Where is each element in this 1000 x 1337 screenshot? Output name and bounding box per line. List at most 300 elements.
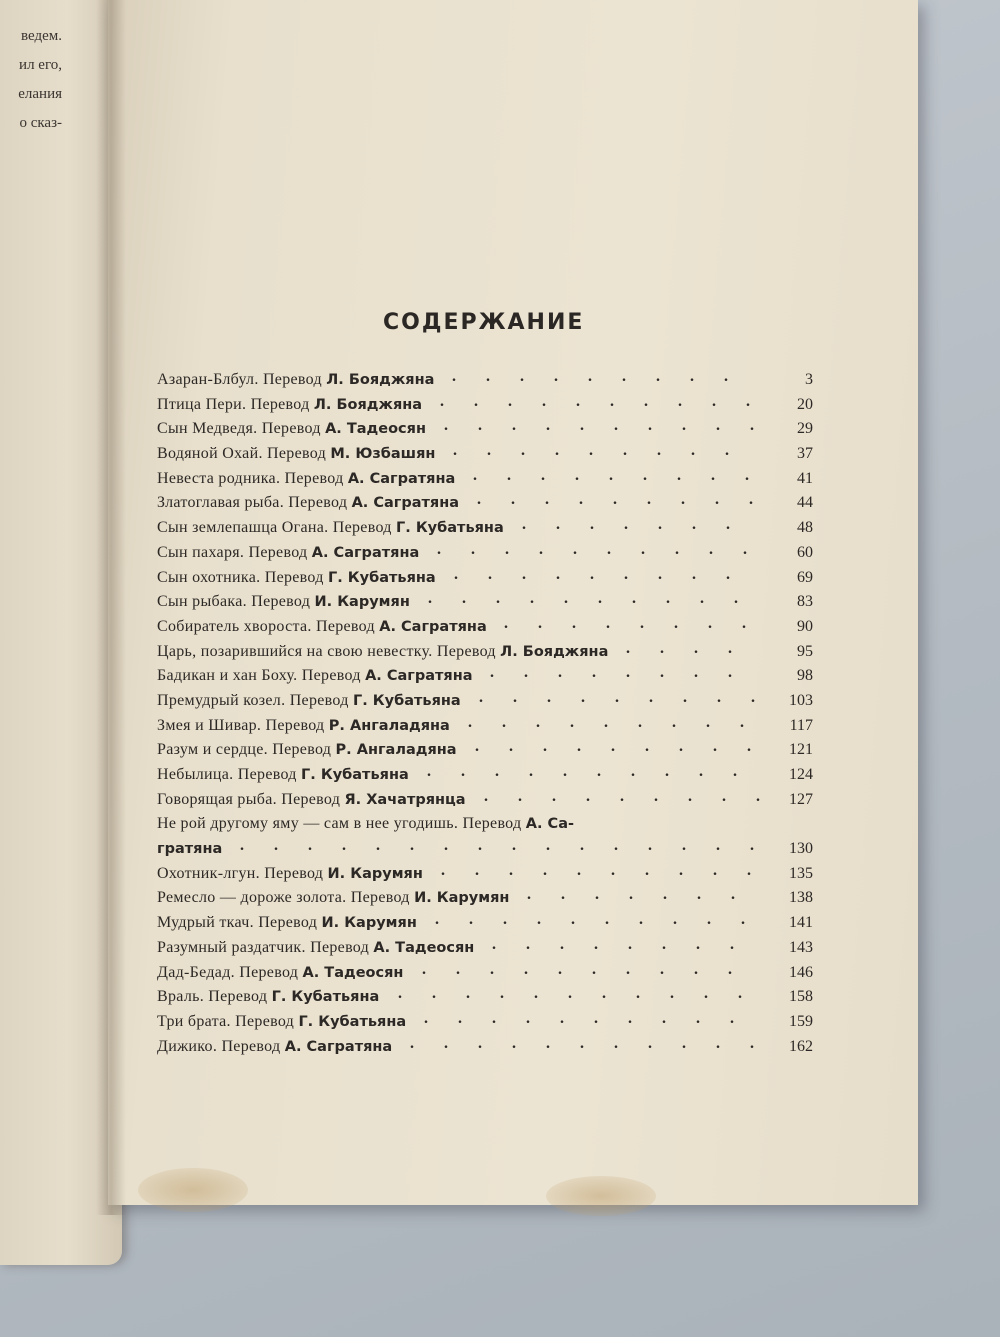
leader-dot: . bbox=[607, 540, 611, 558]
paper-stain bbox=[138, 1168, 248, 1212]
leader-dot: . bbox=[658, 516, 662, 534]
toc-entry-translator: А. Сагратяна bbox=[379, 618, 487, 635]
toc-entry bbox=[157, 516, 821, 541]
leader-dot: . bbox=[675, 540, 679, 558]
leader-dot: . bbox=[490, 664, 494, 682]
leader-dot: . bbox=[454, 565, 458, 583]
leader-dot: . bbox=[509, 861, 513, 879]
toc-entry-page-number: 159 bbox=[789, 1012, 813, 1030]
leader-dot: . bbox=[541, 466, 545, 484]
leader-dot: . bbox=[486, 368, 490, 385]
toc-entry-translator: А. Сагратяна bbox=[347, 470, 456, 487]
leader-dot: . bbox=[526, 1009, 530, 1027]
toc-entry-translator: М. Юзбашян bbox=[330, 446, 436, 463]
toc-entry-page-number: 138 bbox=[789, 889, 813, 907]
leader-dot: . bbox=[663, 886, 667, 904]
leader-dot: . bbox=[594, 1009, 598, 1027]
leader-dot: . bbox=[577, 738, 581, 756]
leader-dot: . bbox=[576, 392, 580, 410]
toc-entry-page-number: 127 bbox=[789, 790, 813, 808]
leader-dot: . bbox=[610, 392, 614, 410]
leader-dot: . bbox=[704, 985, 708, 1003]
leader-dot: . bbox=[537, 911, 541, 929]
leader-dot: . bbox=[410, 837, 414, 855]
toc-entry bbox=[157, 961, 821, 986]
leader-dot: . bbox=[716, 837, 720, 855]
leader-dot: . bbox=[503, 911, 507, 929]
leader-dot: . bbox=[444, 417, 448, 435]
leader-dot: . bbox=[678, 392, 682, 410]
toc-entry-title: Говорящая рыба. Перевод bbox=[157, 790, 345, 808]
toc-entry-page-number: 37 bbox=[797, 445, 813, 463]
toc-entry-page-number: 135 bbox=[789, 864, 813, 882]
leader-dot: . bbox=[707, 911, 711, 929]
leader-dot: . bbox=[681, 491, 685, 509]
leader-dot: . bbox=[639, 911, 643, 929]
leader-dot: . bbox=[546, 1034, 550, 1052]
toc-entry-title: Водяной Охай. Перевод bbox=[157, 445, 331, 463]
leader-dot: . bbox=[474, 392, 478, 410]
page-title: СОДЕРЖАНИЕ bbox=[383, 310, 585, 335]
toc-entry-page-number: 103 bbox=[789, 691, 813, 709]
toc-entry-page-number: 117 bbox=[789, 716, 813, 734]
toc-entry-translator: Г. Кубатьяна bbox=[396, 520, 504, 537]
toc-entry-title: Разумный раздатчик. Перевод bbox=[157, 938, 374, 956]
toc-entry bbox=[157, 640, 821, 665]
leader-dot: . bbox=[679, 738, 683, 756]
leader-dot: . bbox=[708, 614, 712, 632]
toc-entry bbox=[157, 738, 821, 763]
leader-dot: . bbox=[508, 392, 512, 410]
leader-dot: . bbox=[604, 713, 608, 731]
leader-dot: . bbox=[440, 392, 444, 410]
leader-dot: . bbox=[756, 787, 760, 805]
leader-dot: . bbox=[628, 1009, 632, 1027]
leader-dot: . bbox=[751, 688, 755, 706]
toc-entry-title: Азаран-Блбул. Перевод bbox=[157, 371, 327, 388]
leader-dot: . bbox=[636, 985, 640, 1003]
toc-entry bbox=[157, 714, 821, 739]
leader-dot: . bbox=[692, 516, 696, 534]
toc-entry-page-number: 141 bbox=[789, 914, 813, 932]
leader-dot: . bbox=[611, 738, 615, 756]
leader-dot: . bbox=[554, 368, 558, 385]
leader-dot: . bbox=[712, 392, 716, 410]
toc-entry-title: Сын Медведя. Перевод bbox=[157, 420, 326, 438]
toc-entry-title: Дад-Бедад. Перевод bbox=[157, 963, 303, 981]
leader-dot: . bbox=[726, 565, 730, 583]
leader-dot: . bbox=[518, 787, 522, 805]
leader-dot: . bbox=[500, 985, 504, 1003]
leader-dot: . bbox=[555, 442, 559, 460]
leader-dot: . bbox=[521, 442, 525, 460]
leader-dot: . bbox=[620, 787, 624, 805]
leader-dot: . bbox=[648, 837, 652, 855]
leader-dot: . bbox=[626, 960, 630, 978]
toc-entry-translator: Г. Кубатьяна bbox=[301, 767, 409, 783]
leader-dot: . bbox=[605, 911, 609, 929]
leader-dot: . bbox=[579, 491, 583, 509]
leader-dot: . bbox=[709, 540, 713, 558]
leader-dot: . bbox=[546, 417, 550, 435]
leader-dot: . bbox=[611, 861, 615, 879]
leader-dot: . bbox=[644, 392, 648, 410]
toc-entry-page-number: 29 bbox=[797, 420, 813, 438]
leader-dot: . bbox=[614, 837, 618, 855]
toc-entry bbox=[157, 886, 821, 911]
toc-entry-page-number: 44 bbox=[797, 494, 813, 512]
toc-entry bbox=[157, 566, 821, 591]
leader-dot: . bbox=[597, 763, 601, 780]
toc-entry-title: Враль. Перевод bbox=[157, 988, 272, 1006]
leader-dot: . bbox=[734, 590, 738, 608]
leader-dot: . bbox=[688, 787, 692, 805]
leader-dot: . bbox=[538, 614, 542, 632]
leader-dot: . bbox=[613, 491, 617, 509]
toc-entry-translator: Г. Кубатьяна bbox=[328, 569, 436, 586]
leader-dot: . bbox=[658, 565, 662, 583]
leader-dot: . bbox=[641, 540, 645, 558]
leader-dot: . bbox=[342, 837, 346, 855]
toc-entry-page-number: 20 bbox=[797, 395, 813, 413]
leader-dot: . bbox=[546, 837, 550, 855]
leader-dot: . bbox=[376, 837, 380, 855]
leader-dot: . bbox=[713, 861, 717, 879]
leader-dot: . bbox=[496, 590, 500, 608]
leader-dot: . bbox=[456, 960, 460, 978]
toc-entry-translator: А. Сагратяна bbox=[284, 1038, 393, 1055]
toc-entry-translator: А. Тадеосян bbox=[325, 421, 426, 438]
leader-dot: . bbox=[522, 565, 526, 583]
leader-dot: . bbox=[662, 935, 666, 953]
leader-dot: . bbox=[547, 688, 551, 706]
leader-dot: . bbox=[730, 1009, 734, 1027]
toc-entry-page-number: 162 bbox=[789, 1037, 813, 1055]
leader-dot: . bbox=[580, 1034, 584, 1052]
leader-dot: . bbox=[462, 590, 466, 608]
leader-dot: . bbox=[747, 738, 751, 756]
toc-entry-title: Мудрый ткач. Перевод bbox=[157, 914, 322, 932]
leader-dot: . bbox=[468, 713, 472, 731]
toc-entry-translator: А. Тадеосян bbox=[373, 939, 475, 956]
leader-dot: . bbox=[666, 590, 670, 608]
toc-entry bbox=[157, 393, 821, 418]
leader-dot: . bbox=[478, 837, 482, 855]
leader-dot: . bbox=[750, 1034, 754, 1052]
leader-dot: . bbox=[589, 442, 593, 460]
toc-entry-translator: Г. Кубатьяна bbox=[298, 1013, 407, 1030]
leader-dot: . bbox=[624, 565, 628, 583]
leader-dot: . bbox=[614, 417, 618, 435]
leader-dot: . bbox=[570, 713, 574, 731]
leader-dot: . bbox=[475, 861, 479, 879]
leader-dot: . bbox=[654, 787, 658, 805]
leader-dot: . bbox=[624, 516, 628, 534]
leader-dot: . bbox=[452, 368, 456, 385]
leader-dot: . bbox=[534, 985, 538, 1003]
leader-dot: . bbox=[469, 911, 473, 929]
toc-entry-title: Не рой другому яму — сам в нее угодишь. Перевод bbox=[157, 815, 526, 833]
leader-dot: . bbox=[682, 837, 686, 855]
leader-dot: . bbox=[638, 713, 642, 731]
leader-dot: . bbox=[545, 491, 549, 509]
toc-entry-title: Птица Пери. Перевод bbox=[157, 395, 314, 413]
leader-dot: . bbox=[726, 516, 730, 534]
leader-dot: . bbox=[560, 1009, 564, 1027]
leader-dot: . bbox=[745, 466, 749, 484]
toc-entry-translator: И. Карумян bbox=[321, 915, 417, 932]
leader-dot: . bbox=[657, 442, 661, 460]
leader-dot: . bbox=[568, 985, 572, 1003]
leader-dot: . bbox=[682, 417, 686, 435]
leader-dot: . bbox=[427, 763, 431, 780]
leader-dot: . bbox=[649, 688, 653, 706]
leader-dot: . bbox=[437, 540, 441, 558]
toc-entry-translator: Л. Бояджяна bbox=[313, 396, 423, 413]
toc-entry-translator: А. Сагратяна bbox=[311, 544, 420, 561]
toc-entry-page-number: 98 bbox=[797, 667, 813, 685]
leader-dot: . bbox=[725, 442, 729, 460]
leader-dot: . bbox=[581, 688, 585, 706]
toc-entry-translator: Г. Кубатьяна bbox=[271, 989, 380, 1006]
leader-dot: . bbox=[580, 417, 584, 435]
leader-dot: . bbox=[731, 886, 735, 904]
leader-dot: . bbox=[724, 368, 728, 385]
leader-dot: . bbox=[492, 935, 496, 953]
leader-dot: . bbox=[556, 516, 560, 534]
toc-entry-page-number: 3 bbox=[805, 371, 813, 388]
leader-dot: . bbox=[560, 935, 564, 953]
leader-dot: . bbox=[746, 392, 750, 410]
leader-dot: . bbox=[670, 985, 674, 1003]
toc-entry-translator: А. Сагратяна bbox=[365, 668, 473, 685]
leader-dot: . bbox=[240, 837, 244, 855]
toc-entry bbox=[157, 442, 821, 467]
toc-entry-translator: Р. Ангаладяна bbox=[335, 742, 457, 759]
toc-entry-title: Сын пахаря. Перевод bbox=[157, 543, 312, 561]
toc-entry-page-number: 158 bbox=[789, 988, 813, 1006]
leader-dot: . bbox=[740, 713, 744, 731]
toc-entry-translator: А. Тадеосян bbox=[302, 964, 404, 981]
leader-dot: . bbox=[435, 911, 439, 929]
toc-entry-page-number: 41 bbox=[797, 469, 813, 487]
toc-entry bbox=[157, 590, 821, 615]
toc-entry-translator: Я. Хачатрянца bbox=[344, 791, 466, 808]
leader-dot: . bbox=[623, 442, 627, 460]
leader-dot: . bbox=[424, 1009, 428, 1027]
leader-dot: . bbox=[733, 763, 737, 780]
leader-dot: . bbox=[696, 1009, 700, 1027]
toc-entry-title: Сын рыбака. Перевод bbox=[157, 593, 315, 611]
leader-dot: . bbox=[475, 738, 479, 756]
leader-dot: . bbox=[590, 565, 594, 583]
leader-dot: . bbox=[513, 688, 517, 706]
leader-dot: . bbox=[564, 590, 568, 608]
leader-dot: . bbox=[660, 639, 664, 657]
toc-entry bbox=[157, 812, 821, 837]
leader-dot: . bbox=[648, 1034, 652, 1052]
leader-dot: . bbox=[626, 639, 630, 657]
leader-dot: . bbox=[742, 614, 746, 632]
leader-dot: . bbox=[643, 466, 647, 484]
leader-dot: . bbox=[592, 960, 596, 978]
leader-dot: . bbox=[580, 837, 584, 855]
leader-dot: . bbox=[308, 837, 312, 855]
leader-dot: . bbox=[575, 466, 579, 484]
leader-dot: . bbox=[509, 738, 513, 756]
toc-entry-title: Премудрый козел. Перевод bbox=[157, 691, 353, 709]
leader-dot: . bbox=[728, 639, 732, 657]
leader-dot: . bbox=[490, 960, 494, 978]
toc-entry bbox=[157, 911, 821, 936]
leader-dot: . bbox=[728, 960, 732, 978]
leader-dot: . bbox=[648, 417, 652, 435]
paper-stain bbox=[546, 1176, 656, 1216]
toc-entry-page-number: 60 bbox=[797, 543, 813, 561]
leader-dot: . bbox=[577, 861, 581, 879]
leader-dot: . bbox=[645, 861, 649, 879]
leader-dot: . bbox=[716, 1034, 720, 1052]
leader-dot: . bbox=[563, 763, 567, 780]
leader-dot: . bbox=[478, 417, 482, 435]
toc-entry-title: Ремесло — дороже золота. Перевод bbox=[157, 889, 415, 907]
leader-dot: . bbox=[622, 368, 626, 385]
toc-entry-title: Разум и сердце. Перевод bbox=[157, 741, 336, 759]
leader-dot: . bbox=[694, 639, 698, 657]
leader-dot: . bbox=[609, 466, 613, 484]
leader-dot: . bbox=[694, 960, 698, 978]
leader-dot: . bbox=[741, 911, 745, 929]
leader-dot: . bbox=[466, 985, 470, 1003]
leader-dot: . bbox=[432, 985, 436, 1003]
toc-entry-translator: Г. Кубатьяна bbox=[352, 692, 461, 709]
toc-entry-title: Собиратель хвороста. Перевод bbox=[157, 617, 380, 635]
toc-entry-translator: А. Сагратяна bbox=[351, 495, 460, 512]
leader-dot: . bbox=[492, 1009, 496, 1027]
toc-entry bbox=[157, 467, 821, 492]
toc-entry bbox=[157, 368, 821, 393]
toc-entry-translator: Л. Бояджяна bbox=[500, 643, 609, 660]
leader-dot: . bbox=[507, 466, 511, 484]
leader-dot: . bbox=[524, 960, 528, 978]
leader-dot: . bbox=[594, 935, 598, 953]
leader-dot: . bbox=[592, 664, 596, 682]
toc-entry bbox=[157, 1035, 821, 1060]
leader-dot: . bbox=[453, 442, 457, 460]
leader-dot: . bbox=[522, 516, 526, 534]
leader-dot: . bbox=[628, 935, 632, 953]
leader-dot: . bbox=[679, 861, 683, 879]
toc-entry-page-number: 90 bbox=[797, 617, 813, 635]
table-of-contents bbox=[157, 368, 821, 1059]
toc-entry-translator: И. Карумян bbox=[327, 865, 423, 882]
toc-entry bbox=[157, 664, 821, 689]
leader-dot: . bbox=[640, 614, 644, 632]
leader-dot: . bbox=[615, 688, 619, 706]
leader-dot: . bbox=[632, 590, 636, 608]
toc-entry-title: Дижико. Перевод bbox=[157, 1037, 285, 1055]
leader-dot: . bbox=[487, 442, 491, 460]
leader-dot: . bbox=[672, 713, 676, 731]
leader-dot: . bbox=[461, 763, 465, 780]
toc-entry-title: Златоглавая рыба. Перевод bbox=[157, 494, 352, 512]
toc-entry-translator: И. Карумян bbox=[414, 890, 510, 907]
leader-dot: . bbox=[478, 1034, 482, 1052]
leader-dot: . bbox=[750, 417, 754, 435]
leader-dot: . bbox=[730, 935, 734, 953]
leader-dot: . bbox=[677, 466, 681, 484]
leader-dot: . bbox=[543, 861, 547, 879]
toc-entry-title: Царь, позарившийся на свою невестку. Перевод bbox=[157, 642, 501, 660]
leader-dot: . bbox=[561, 886, 565, 904]
leader-dot: . bbox=[715, 491, 719, 509]
toc-entry-translator: Л. Бояджяна bbox=[326, 372, 435, 388]
leader-dot: . bbox=[444, 837, 448, 855]
leader-dot: . bbox=[626, 664, 630, 682]
leader-dot: . bbox=[696, 935, 700, 953]
leader-dot: . bbox=[722, 787, 726, 805]
toc-entry-title: Три брата. Перевод bbox=[157, 1012, 299, 1030]
toc-entry-page-number: 130 bbox=[789, 840, 813, 858]
toc-entry-title: Охотник-лгун. Перевод bbox=[157, 864, 328, 882]
leader-dot: . bbox=[488, 565, 492, 583]
toc-entry-title: Небылица. Перевод bbox=[157, 766, 302, 783]
leader-dot: . bbox=[682, 1034, 686, 1052]
leader-dot: . bbox=[749, 491, 753, 509]
leader-dot: . bbox=[484, 787, 488, 805]
leader-dot: . bbox=[728, 664, 732, 682]
leader-dot: . bbox=[674, 614, 678, 632]
leader-dot: . bbox=[512, 837, 516, 855]
leader-dot: . bbox=[690, 368, 694, 385]
leader-dot: . bbox=[598, 590, 602, 608]
leader-dot: . bbox=[590, 516, 594, 534]
toc-entry-translator: И. Карумян bbox=[314, 594, 410, 611]
toc-entry bbox=[157, 491, 821, 516]
toc-entry-page-number: 69 bbox=[797, 568, 813, 586]
leader-dot: . bbox=[502, 713, 506, 731]
leader-dot: . bbox=[711, 466, 715, 484]
toc-entry-page-number: 146 bbox=[789, 963, 813, 981]
toc-entry bbox=[157, 862, 821, 887]
leader-dot: . bbox=[606, 614, 610, 632]
leader-dot: . bbox=[713, 738, 717, 756]
leader-dot: . bbox=[647, 491, 651, 509]
leader-dot: . bbox=[595, 886, 599, 904]
toc-entry-page-number: 124 bbox=[789, 766, 813, 783]
leader-dot: . bbox=[631, 763, 635, 780]
toc-entry bbox=[157, 837, 821, 862]
leader-dot: . bbox=[458, 1009, 462, 1027]
leader-dot: . bbox=[717, 688, 721, 706]
toc-entry-title: Змея и Шивар. Перевод bbox=[157, 716, 329, 734]
leader-dot: . bbox=[511, 491, 515, 509]
leader-dot: . bbox=[428, 590, 432, 608]
leader-dot: . bbox=[614, 1034, 618, 1052]
leader-dot: . bbox=[660, 664, 664, 682]
leader-dot: . bbox=[697, 886, 701, 904]
leader-dot: . bbox=[673, 911, 677, 929]
toc-entry-page-number: 83 bbox=[797, 593, 813, 611]
leader-dot: . bbox=[629, 886, 633, 904]
toc-entry-page-number: 95 bbox=[797, 642, 813, 660]
toc-entry-page-number: 143 bbox=[789, 938, 813, 956]
leader-dot: . bbox=[699, 763, 703, 780]
leader-dot: . bbox=[573, 540, 577, 558]
leader-dot: . bbox=[441, 861, 445, 879]
leader-dot: . bbox=[738, 985, 742, 1003]
leader-dot: . bbox=[662, 1009, 666, 1027]
